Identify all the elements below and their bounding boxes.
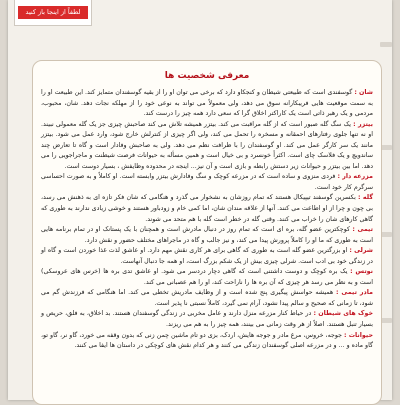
- pull-tab-label: لطفاً از اینجا باز کنید: [18, 6, 88, 19]
- character-description: یک بره کوچک و دوست داشتنی است که گاهی دچار دردسر می شود. او عاشق تدی بره ها (خرس های عروسکی) است و به نظر می رسد هر چیزی که آن بره ها را ناراحت کند، او را هم عصبانی می کند.: [41, 268, 373, 286]
- character-entry: [41, 225, 373, 246]
- character-entry: [41, 309, 373, 330]
- character-name: حیوانات :: [344, 331, 373, 339]
- character-name: تیمی :: [352, 226, 373, 234]
- character-name: گله :: [358, 194, 373, 202]
- character-description: همیشه حواسش پیگیری پنج شده است و از وظایف مادریش تخطی می کند. اما هنگامی که فرزندش گم می شود، تا زمانی که صحیح و سالم پیدا نشود، آرام نمی گیرد، کاملاً نسبتی نا پذیر است.: [41, 289, 373, 307]
- pull-tab[interactable]: [14, 0, 92, 26]
- character-name: شرلی :: [349, 247, 373, 255]
- character-entry: [41, 331, 373, 352]
- character-name: نوتس :: [350, 268, 373, 276]
- character-name: بیتزر :: [353, 120, 373, 128]
- character-intro-box: [32, 60, 382, 405]
- character-name: خوک های شیطان :: [313, 310, 373, 318]
- character-list: [41, 88, 373, 352]
- character-description: بکسرین گوسفند تیپیکال هستند که تمام روزشان به نشخوار می گذرد و هنگامی که شان فکر تازه ای به ذهنش می رسد، بی چون و چرا از او اطاعت می کنند. آنها از علاقه مندان شان، اما کمی خام و زودباور هستند و خوشی زیادی ندارند به طوری که گاهی کارهای شان را خراب می کنند. وقتی گله در خطر است گله با هم متحد می شوند.: [41, 194, 373, 223]
- character-entry: [41, 172, 373, 193]
- character-description: یک سگ گله صبور است که از گله مراقبت می کند. بیتزر همیشه تلاش می کند صاحبش چیزی جز یک گله معمولی نبیند. او نه تنها جلوی رفتارهای احمقانه و مسخره را تحمل می کند، ولی اگر چیزی از کنترلش خارج شود، وارد عمل می شود. بیتزر مانند یک سر کارگر عمل می کند. او گوسفندان را با ظرافت نظم می دهد. ولی به صاحبش وفادار است و گاه تا تعارض چند ساندویچ و یک فلاسک چای است. اکثراً خونسرد و بی خیال است و همین مسأله به حیوانات فرصت شیطنت و ماجراجویی را می دهد. اما بین بیتزر و حیوانات زیر دستش رابطه و بازی است و آن نیز... اینجه در محدوده وظایفش ، بسیار دوست است.: [41, 120, 373, 170]
- character-description: او بزرگترین عضو گله است به طوری که گاهی برای هر کاری نقش مهم دارد. او عاشق لذت غذا خوردن است و گاه او در زندگی خود بی ادب است. شرلی چیزی بیش از یک شکم بزرگ است، او همه جا دنبال آنهاست.: [41, 247, 373, 265]
- booklet-page: [8, 0, 392, 400]
- character-entry: [41, 88, 373, 120]
- character-description: در حیاط کنار مزرعه منزل دارند و عامل مخربی در زندگی گوسفندان هستند. بد اخلاق، به فلق، حریص و بسیار تنبل هستند. اصلاً از هر وقت زمانی می بینند، همه چیز را به هم می ریزند.: [41, 310, 373, 329]
- character-description: جوجه، خروس، مرغ مادر و جوجه هایش، اردک، بزی دو تام ماشین چمن زنی که بدون وقفه می خورد، گاو نر، گاو تو، گاو ماده و ... و در مزرعه اصلی گوسفندان زندگی می کنند و هر کدام نقش های کوچکی در داستان ها ایفا می کنند.: [41, 331, 373, 350]
- character-entry: [41, 267, 373, 288]
- character-entry: [41, 288, 373, 309]
- binding-tab: [380, 42, 392, 47]
- character-description: فردی منزوی و ساده است که در مزرعه کوچک و سگ وفادارش بیتزر وابسته است. او کاملاً و به صورت احساسی سرگرم کار خود است.: [41, 173, 373, 191]
- character-entry: [41, 120, 373, 173]
- character-entry: [41, 193, 373, 225]
- character-name: مادر تیمی :: [335, 289, 373, 297]
- character-name: شان :: [354, 89, 373, 96]
- section-title: معرفی شخصیت ها: [164, 71, 250, 81]
- character-name: مزرعه دار :: [337, 173, 373, 181]
- character-description: گوسفندی است که طبیعتی شیطان و کنجکاو دارد که برخی می توان او را از بقیه گوسفندان متمایز کند. این طبیعت او را به سمت موقعیت هایی فریبکارانه سوق می دهد، ولی معمولاً می تواند به نوعی خود را از مهلکه نجات دهد. شان، محبوب، مردمی و یک رهبر ذاتی است یک کاراکتر اخلاق گرا که سعی دارد همه چیز را درست کند.: [41, 89, 373, 118]
- character-description: کوچکترین عضو گله، بره ای است که تمام روز در دنبال مادرش است و همچنان با یک پستانک او در تمام برنامه هایی است به طوری که ما او را کاملاً پرورش پیدا می کند، و نیز جالب و گاه در ماجراهای مختلف حضور و نقش دارد.: [41, 226, 373, 244]
- character-entry: [41, 246, 373, 267]
